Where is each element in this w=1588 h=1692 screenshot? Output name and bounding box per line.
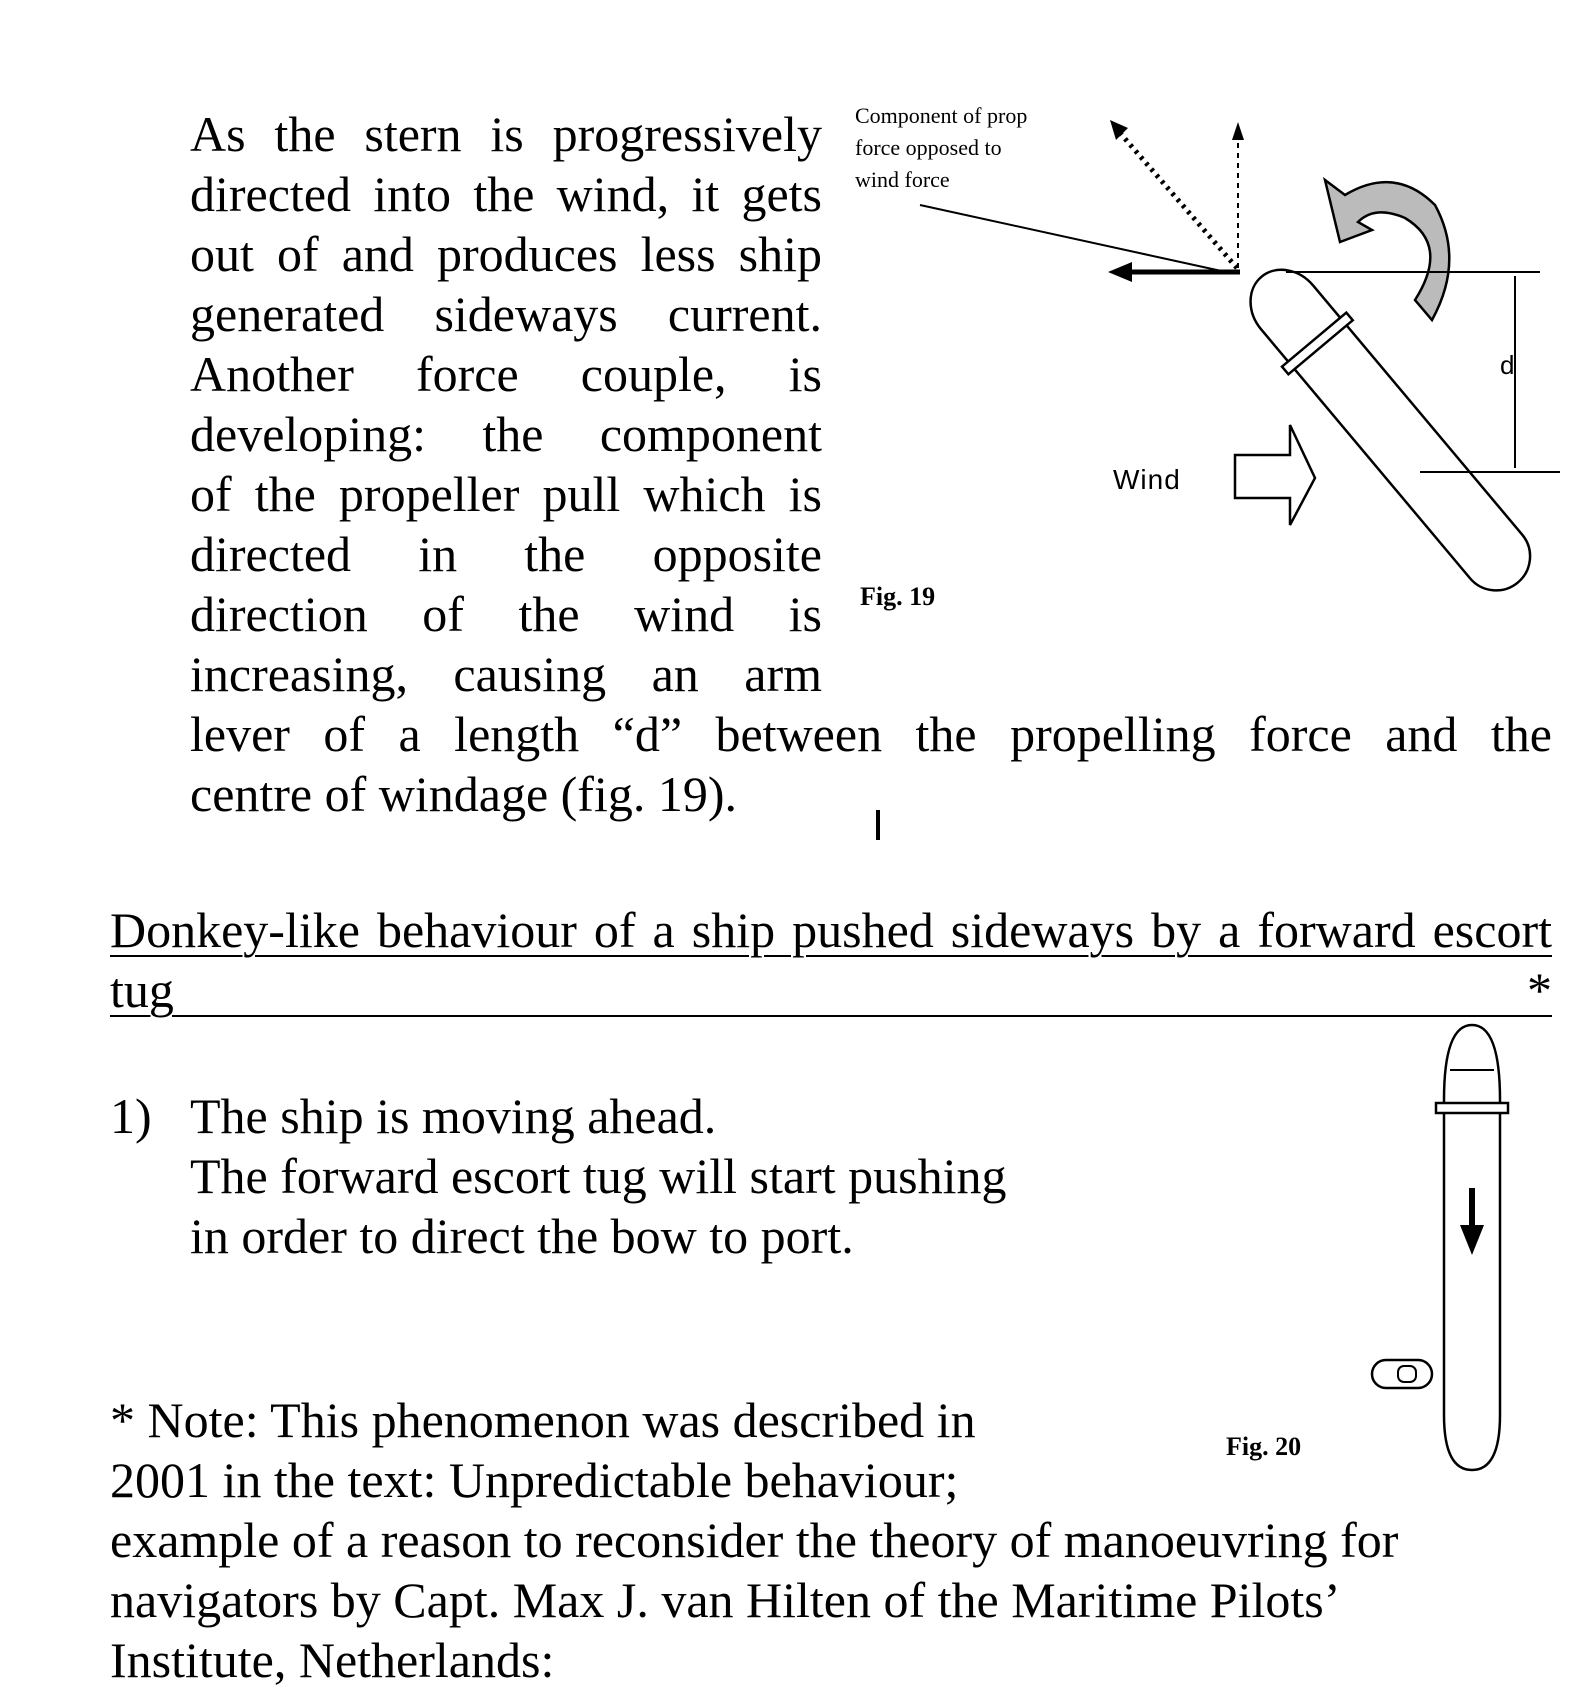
- intro-line: centre of windage (fig. 19).: [190, 766, 737, 822]
- intro-line: Another force couple, is: [190, 346, 822, 402]
- wind-arrow-icon: [1235, 425, 1315, 525]
- fig19-wind-label: Wind: [1113, 464, 1181, 495]
- intro-line: out of and produces less ship: [190, 226, 822, 282]
- footnote-line: 2001 in the text: Unpredictable behaviour;: [110, 1452, 959, 1508]
- footnote: [110, 1390, 1398, 1690]
- fig19-ship: [1229, 250, 1550, 610]
- intro-line: direction of the wind is: [190, 586, 822, 642]
- intro-line: of the propeller pull which is: [190, 466, 822, 522]
- section-heading: Donkey-like behaviour of a ship pushed sideways by a forward escort tug *: [110, 902, 1552, 1018]
- footnote-line: * Note: This phenomenon was described in: [110, 1392, 976, 1448]
- intro-line: As the stern is progressively: [190, 106, 822, 162]
- fig19-vertical-arrowhead: [1232, 122, 1244, 140]
- intro-line: increasing, causing an arm: [190, 646, 822, 702]
- list-item-number: 1): [110, 1088, 152, 1144]
- fig19-component-label: Component of prop force opposed to wind force: [855, 103, 1028, 192]
- intro-line: directed into the wind, it gets: [190, 166, 822, 222]
- scan-mark: [876, 810, 880, 840]
- fig19-dotted-arrowhead: [1110, 120, 1128, 140]
- footnote-line: example of a reason to reconsider the theory of manoeuvring for: [110, 1512, 1399, 1568]
- fig19-caption: Fig. 19: [860, 582, 936, 611]
- intro-line: developing: the component: [190, 406, 822, 462]
- fig19-leader-line: [920, 205, 1226, 272]
- intro-line: generated sideways current.: [190, 286, 822, 342]
- footnote-line: navigators by Capt. Max J. van Hilten of the Maritime Pilots’: [110, 1572, 1341, 1628]
- fig19-dotted-arrow: [1120, 133, 1237, 268]
- intro-line: lever of a length “d” between the propelling force and the: [190, 706, 1552, 762]
- escort-tug-icon: [1372, 1360, 1432, 1388]
- intro-line: directed in the opposite: [190, 526, 822, 582]
- footnote-line: Institute, Netherlands:: [110, 1632, 555, 1688]
- fig19-force-arrowhead: [1108, 262, 1132, 282]
- list-item-text: The ship is moving ahead. The forward escort tug will start pushing in order to direct the bow to port.: [190, 1088, 1007, 1264]
- fig19-distance-label: d: [1500, 350, 1515, 380]
- fig19-rotation-arrow: [1325, 180, 1449, 320]
- fig20-caption: Fig. 20: [1226, 1432, 1302, 1461]
